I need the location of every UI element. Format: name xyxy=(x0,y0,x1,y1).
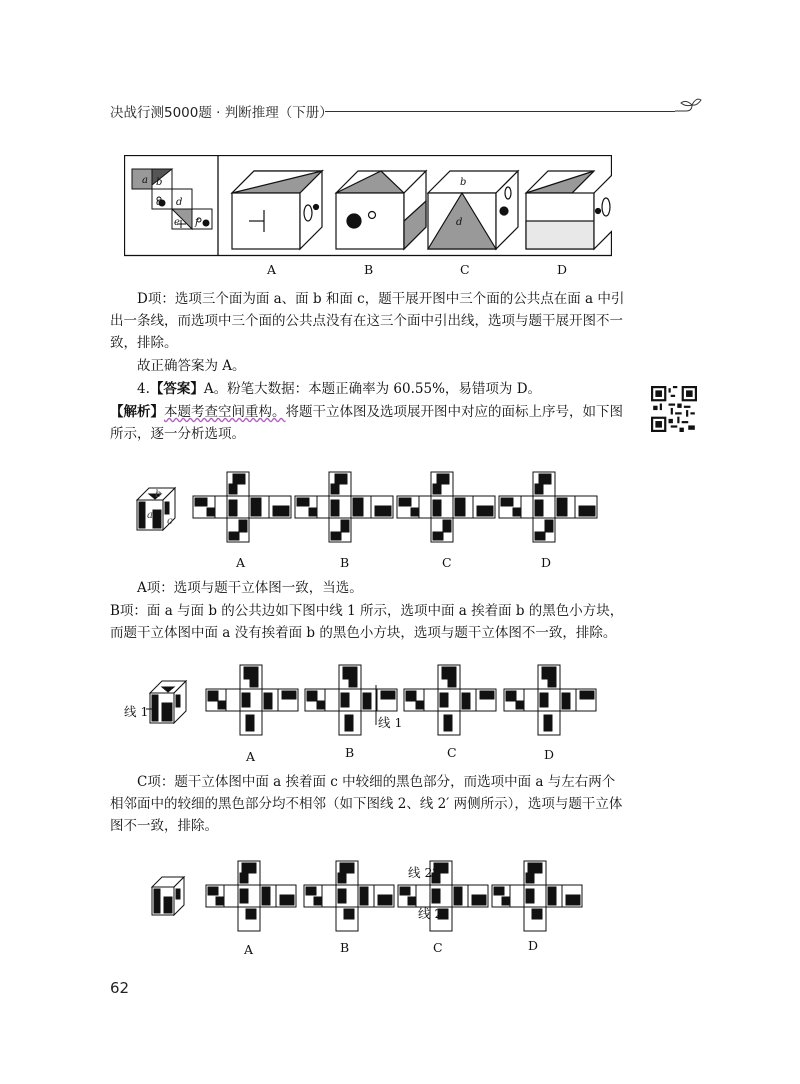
cube-b xyxy=(336,171,426,249)
fig3-net-a xyxy=(206,665,298,735)
fig4-label-b: B xyxy=(340,940,350,955)
fig2-cube-letter-b: b xyxy=(155,489,162,500)
fig3-label-a: A xyxy=(246,749,256,764)
analysis-text: 将题干立体图及选项展开图中对应的面标上序号，如下图所示，逐一分析选项。 xyxy=(110,404,623,442)
text-block-1 xyxy=(110,288,625,445)
figure-3 xyxy=(140,659,610,739)
paragraph-c-option: C项：题干立体图中面 a 挨着面 c 中较细的黑色部分，而选项中面 a 与左右两个相邻面中的较细的黑色部分均不相邻（如下图线 2、线 2′ 两侧所示），选项与题干立体图不一致，排除。 xyxy=(110,774,623,834)
answer-text: A。粉笔大数据：本题正确率为 60.55%，易错项为 D。 xyxy=(203,381,542,397)
fig3-net-c xyxy=(404,665,496,735)
figure-4 xyxy=(148,855,598,935)
net-letter-e: e xyxy=(174,217,180,228)
net-letter-d: d xyxy=(176,197,183,208)
fig3-line-label-b: 线 1 xyxy=(378,715,403,730)
cube-c xyxy=(428,171,518,249)
net-letter-c: c xyxy=(156,197,162,208)
qr-code[interactable] xyxy=(651,386,697,432)
cube-d xyxy=(526,171,612,249)
running-header-title: 决战行测5000题 · 判断推理（下册） xyxy=(110,105,333,121)
analysis-tag: 【解析】 xyxy=(110,404,164,420)
fig3-label-c: C xyxy=(447,745,457,760)
paragraph-d-option: D项：选项三个面为面 a、面 b 和面 c，题干展开图中三个面的公共点在面 a 中引出一条线，而选项中三个面的公共点没有在这三个面中引出线，选项与题干展开图不一致，排除。 xyxy=(110,291,625,351)
sprout-icon xyxy=(672,95,702,115)
net-letter-f: f xyxy=(195,217,199,228)
net-letter-a: a xyxy=(142,175,148,186)
fig4-net-b xyxy=(304,861,394,931)
header-rule xyxy=(325,111,675,112)
fig2-net-b xyxy=(295,472,393,542)
cube-c-letter-b: b xyxy=(460,177,467,188)
fig4-label-c: C xyxy=(433,940,443,955)
fig4-net-a xyxy=(206,861,296,931)
fig2-label-d: D xyxy=(541,555,552,570)
fig3-label-b: B xyxy=(345,745,355,760)
fig3-cube xyxy=(150,681,186,723)
text-block-2 xyxy=(110,577,625,644)
fig1-label-b: B xyxy=(364,262,374,277)
paragraph-a-option: A项：选项与题干立体图一致，当选。 xyxy=(137,580,363,596)
fig1-label-a: A xyxy=(267,262,277,277)
figure-1 xyxy=(124,155,612,257)
fig2-label-a: A xyxy=(236,555,246,570)
fig2-net-a xyxy=(193,472,291,542)
fig3-line-label-cube: 线 1 xyxy=(124,704,149,719)
paragraph-analysis xyxy=(110,401,625,445)
paragraph-conclusion: 故正确答案为 A。 xyxy=(137,358,246,374)
cube-c-letter-d: d xyxy=(456,217,463,228)
fig2-cube-letter-c: c xyxy=(167,516,173,527)
fig3-net-d xyxy=(504,665,596,735)
analysis-underlined: 本题考查空间重构。 xyxy=(164,404,286,420)
fig2-label-b: B xyxy=(340,555,350,570)
figure-2 xyxy=(135,466,605,546)
fig3-label-d: D xyxy=(544,747,555,762)
fig2-cube-letter-a: a xyxy=(147,510,153,521)
page-number: 62 xyxy=(110,979,130,997)
fig2-net-c xyxy=(397,472,495,542)
fig4-cube xyxy=(152,877,184,915)
paragraph-answer xyxy=(110,378,625,400)
fig2-label-c: C xyxy=(442,555,452,570)
answer-tag: 【答案】 xyxy=(149,381,204,397)
fig1-label-c: C xyxy=(460,262,470,277)
fig4-net-d xyxy=(492,861,582,931)
paragraph-b-option: B项：面 a 与面 b 的公共边如下图中线 1 所示，选项中面 a 挨着面 b 的黑色小方块，而题干立体图中面 a 没有挨着面 b 的黑色小方块，选项与题干立体图不一致，排除。 xyxy=(110,603,624,641)
fig4-line-2prime: 线 2′ xyxy=(408,865,436,880)
text-block-3 xyxy=(110,771,625,837)
fig2-net-d xyxy=(499,472,597,542)
fig1-label-d: D xyxy=(557,262,568,277)
fig4-label-a: A xyxy=(244,942,254,957)
cube-a xyxy=(232,171,322,249)
fig4-line-2: 线 2 xyxy=(418,906,443,921)
fig4-label-d: D xyxy=(528,938,539,953)
net-letter-b: b xyxy=(156,177,163,188)
question-number: 4. xyxy=(137,381,150,397)
